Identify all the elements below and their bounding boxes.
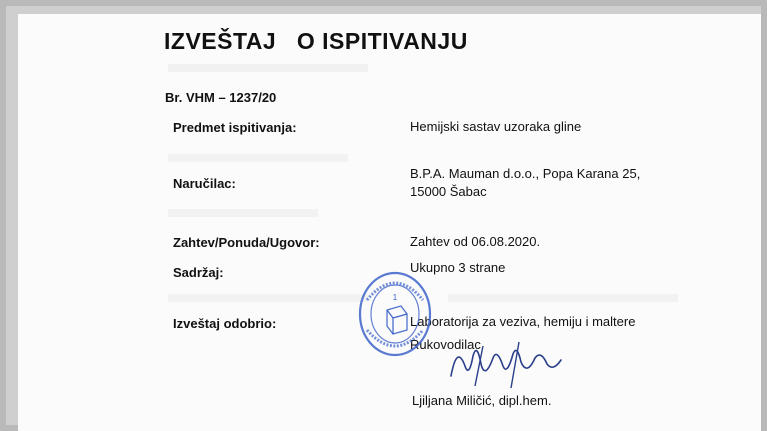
label-sadrzaj: Sadržaj: xyxy=(173,265,224,280)
signature xyxy=(443,336,573,391)
value-line: Rukovodilac xyxy=(410,337,481,352)
show-through-line xyxy=(448,294,678,302)
value-zahtev-ponuda-ugovor xyxy=(410,233,540,251)
official-stamp xyxy=(357,270,433,358)
report-number: Br. VHM – 1237/20 xyxy=(165,90,277,105)
value-line: Ukupno 3 strane xyxy=(410,260,506,275)
label-narucilac: Naručilac: xyxy=(173,176,236,191)
show-through-line xyxy=(168,154,348,162)
value-line: Zahtev od 06.08.2020. xyxy=(410,234,541,249)
signatory-name: Ljiljana Miličić, dipl.hem. xyxy=(412,393,552,408)
show-through-line xyxy=(168,64,368,72)
stamp-number: 1 xyxy=(392,293,398,302)
value-narucilac xyxy=(410,165,640,201)
document-frame xyxy=(6,6,761,425)
show-through-line xyxy=(168,209,318,217)
value-line: Hemijski sastav uzoraka gline xyxy=(410,119,582,134)
report-page xyxy=(18,14,761,431)
show-through-line xyxy=(168,294,368,302)
report-title: IZVEŠTAJ O ISPITIVANJU xyxy=(164,28,468,54)
value-line: Laboratorija za veziva, hemiju i maltere xyxy=(410,314,636,329)
label-predmet-ispitivanja: Predmet ispitivanja: xyxy=(173,120,297,135)
value-line: B.P.A. Mauman d.o.o., Popa Karana 25, xyxy=(410,166,641,181)
value-predmet-ispitivanja xyxy=(410,118,581,136)
label-zahtev-ponuda-ugovor: Zahtev/Ponuda/Ugovor: xyxy=(173,235,320,250)
value-line: 15000 Šabac xyxy=(410,184,487,199)
label-izvestaj-odobrio: Izveštaj odobrio: xyxy=(173,316,277,331)
